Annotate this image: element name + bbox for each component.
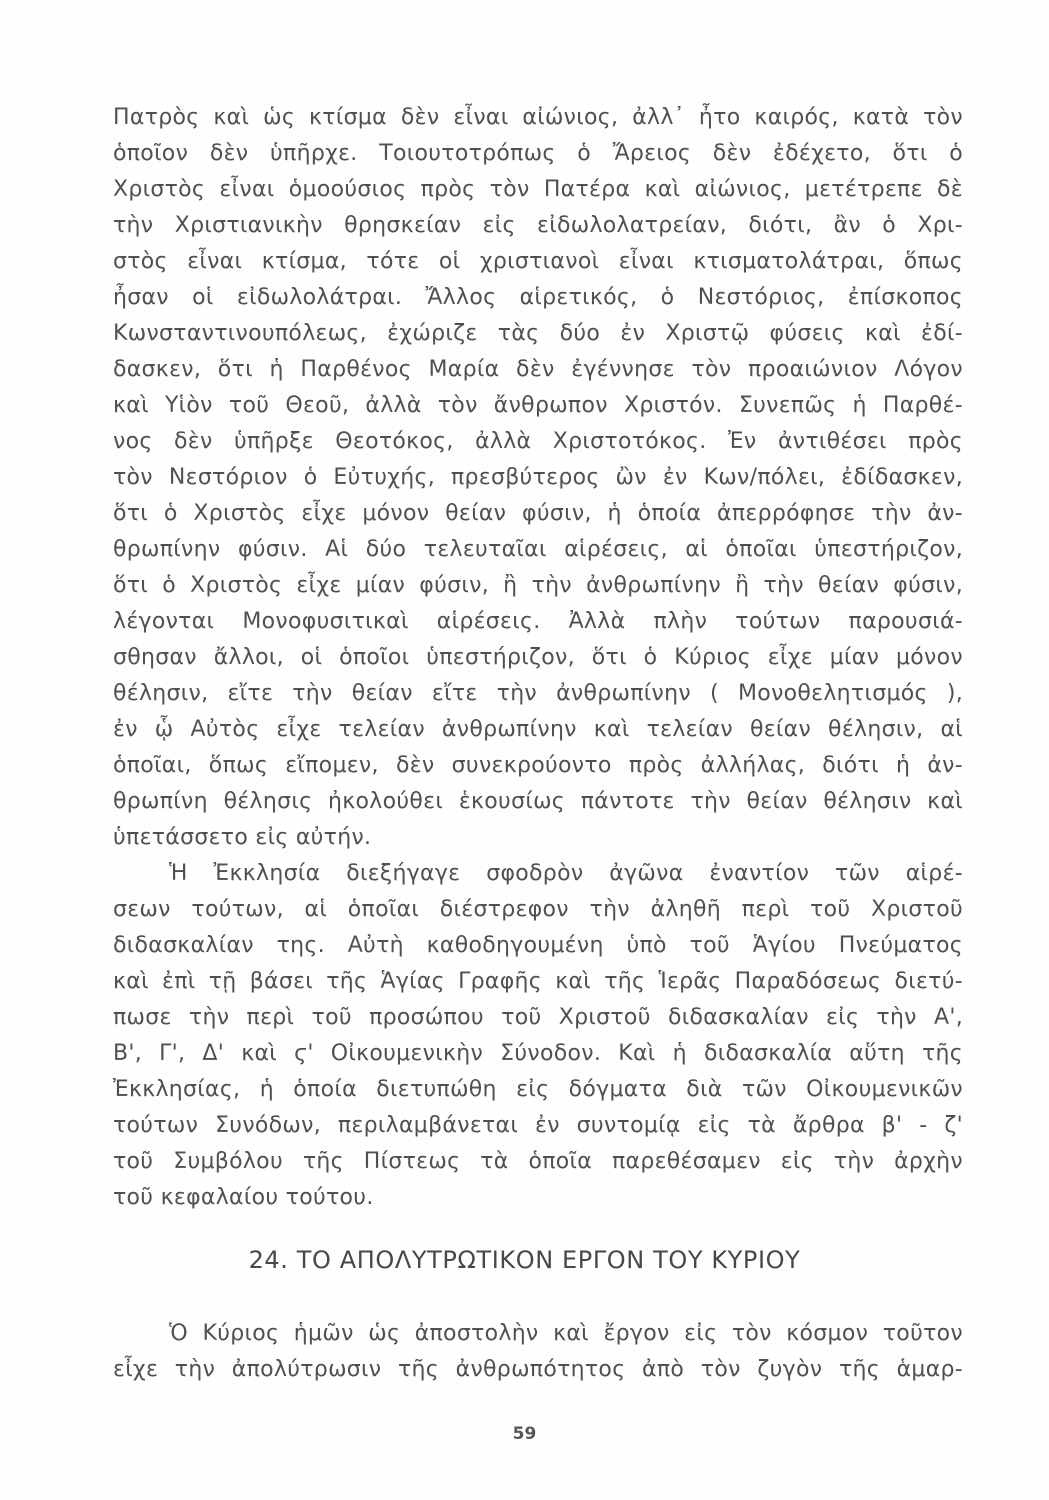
text-line: θρωπίνην φύσιν. Αἱ δύο τελευταῖαι αἱρέσεις, αἱ ὁποῖαι ὑπεστήριζον, bbox=[113, 537, 963, 562]
text-line: δασκεν, ὅτι ἡ Παρθένος Μαρία δὲν ἐγέννησε τὸν προαιώνιον Λόγον bbox=[113, 357, 963, 382]
text-line: νος δὲν ὑπῆρξε Θεοτόκος, ἀλλὰ Χριστοτόκος. Ἐν ἀντιθέσει πρὸς bbox=[113, 429, 963, 454]
text-line: τοῦ κεφαλαίου τούτου. bbox=[113, 1185, 374, 1210]
text-line: ὅτι ὁ Χριστὸς εἶχε μόνον θείαν φύσιν, ἡ ὁποία ἀπερρόφησε τὴν ἀν- bbox=[113, 501, 963, 526]
section-heading: 24. ΤΟ ΑΠΟΛΥΤΡΩΤΙΚΟΝ ΕΡΓΟΝ ΤΟΥ ΚΥΡΙΟΥ bbox=[248, 1246, 801, 1274]
text-line: ἐν ᾧ Αὐτὸς εἶχε τελείαν ἀνθρωπίνην καὶ τελείαν θείαν θέλησιν, αἱ bbox=[113, 717, 963, 742]
text-line: τὴν Χριστιανικὴν θρησκείαν εἰς εἰδωλολατρείαν, διότι, ἂν ὁ Χρι- bbox=[113, 213, 963, 238]
text-line: ὅτι ὁ Χριστὸς εἶχε μίαν φύσιν, ἢ τὴν ἀνθρωπίνην ἢ τὴν θείαν φύσιν, bbox=[113, 573, 963, 598]
text-line: ἦσαν οἱ εἰδωλολάτραι. Ἄλλος αἱρετικός, ὁ Νεστόριος, ἐπίσκοπος bbox=[113, 285, 963, 310]
text-line: σθησαν ἄλλοι, οἱ ὁποῖοι ὑπεστήριζον, ὅτι ὁ Κύριος εἶχε μίαν μόνον bbox=[113, 645, 963, 670]
text-line: Πατρὸς καὶ ὡς κτίσμα δὲν εἶναι αἰώνιος, ἀλλ᾽ ἦτο καιρός, κατὰ τὸν bbox=[113, 105, 963, 130]
text-line: σεων τούτων, αἱ ὁποῖαι διέστρεφον τὴν ἀληθῆ περὶ τοῦ Χριστοῦ bbox=[113, 897, 963, 922]
text-line: θέλησιν, εἴτε τὴν θείαν εἴτε τὴν ἀνθρωπίνην ( Μονοθελητισμός ), bbox=[113, 681, 963, 706]
text-line: Ἐκκλησίας, ἡ ὁποία διετυπώθη εἰς δόγματα διὰ τῶν Οἰκουμενικῶν bbox=[113, 1077, 963, 1102]
text-line: τοῦ Συμβόλου τῆς Πίστεως τὰ ὁποῖα παρεθέσαμεν εἰς τὴν ἀρχὴν bbox=[113, 1149, 963, 1174]
text-line: θρωπίνη θέλησις ἠκολούθει ἑκουσίως πάντοτε τὴν θείαν θέλησιν καὶ bbox=[113, 789, 963, 814]
text-line: ὁποῖαι, ὅπως εἴπομεν, δὲν συνεκρούοντο πρὸς ἀλλήλας, διότι ἡ ἀν- bbox=[113, 753, 963, 778]
text-line: Β', Γ', Δ' καὶ ϛ' Οἰκουμενικὴν Σύνοδον. Καὶ ἡ διδασκαλία αὕτη τῆς bbox=[113, 1041, 963, 1066]
text-line: διδασκαλίαν της. Αὐτὴ καθοδηγουμένη ὑπὸ τοῦ Ἁγίου Πνεύματος bbox=[113, 933, 963, 958]
text-line: εἶχε τὴν ἀπολύτρωσιν τῆς ἀνθρωπότητος ἀπὸ τὸν ζυγὸν τῆς ἁμαρ- bbox=[113, 1357, 963, 1382]
text-line: τὸν Νεστόριον ὁ Εὐτυχής, πρεσβύτερος ὢν ἐν Κων/πόλει, ἐδίδασκεν, bbox=[113, 465, 963, 490]
text-line: Χριστὸς εἶναι ὁμοούσιος πρὸς τὸν Πατέρα καὶ αἰώνιος, μετέτρεπε δὲ bbox=[113, 177, 963, 202]
text-line: λέγονται Μονοφυσιτικαὶ αἱρέσεις. Ἀλλὰ πλὴν τούτων παρουσιά- bbox=[113, 609, 963, 634]
page-number: 59 bbox=[512, 1424, 537, 1444]
text-line: ὑπετάσσετο εἰς αὐτήν. bbox=[113, 825, 372, 850]
text-line: Ὁ Κύριος ἡμῶν ὡς ἀποστολὴν καὶ ἔργον εἰς τὸν κόσμον τοῦτον bbox=[169, 1321, 963, 1346]
text-line: ὁποῖον δὲν ὑπῆρχε. Τοιουτοτρόπως ὁ Ἄρειος δὲν ἐδέχετο, ὅτι ὁ bbox=[113, 141, 963, 166]
text-line: καὶ ἐπὶ τῇ βάσει τῆς Ἁγίας Γραφῆς καὶ τῆς Ἱερᾶς Παραδόσεως διετύ- bbox=[113, 969, 963, 994]
text-line: τούτων Συνόδων, περιλαμβάνεται ἐν συντομίᾳ εἰς τὰ ἄρθρα β' - ζ' bbox=[113, 1113, 963, 1138]
text-line: Ἡ Ἐκκλησία διεξήγαγε σφοδρὸν ἀγῶνα ἐναντίον τῶν αἱρέ- bbox=[169, 861, 963, 886]
text-line: πωσε τὴν περὶ τοῦ προσώπου τοῦ Χριστοῦ διδασκαλίαν εἰς τὴν Α', bbox=[113, 1005, 963, 1030]
text-line: στὸς εἶναι κτίσμα, τότε οἱ χριστιανοὶ εἶναι κτισματολάτραι, ὅπως bbox=[113, 249, 963, 274]
text-line: καὶ Υἱὸν τοῦ Θεοῦ, ἀλλὰ τὸν ἄνθρωπον Χριστόν. Συνεπῶς ἡ Παρθέ- bbox=[113, 393, 963, 418]
text-line: Κωνσταντινουπόλεως, ἐχώριζε τὰς δύο ἐν Χριστῷ φύσεις καὶ ἐδί- bbox=[113, 321, 963, 346]
